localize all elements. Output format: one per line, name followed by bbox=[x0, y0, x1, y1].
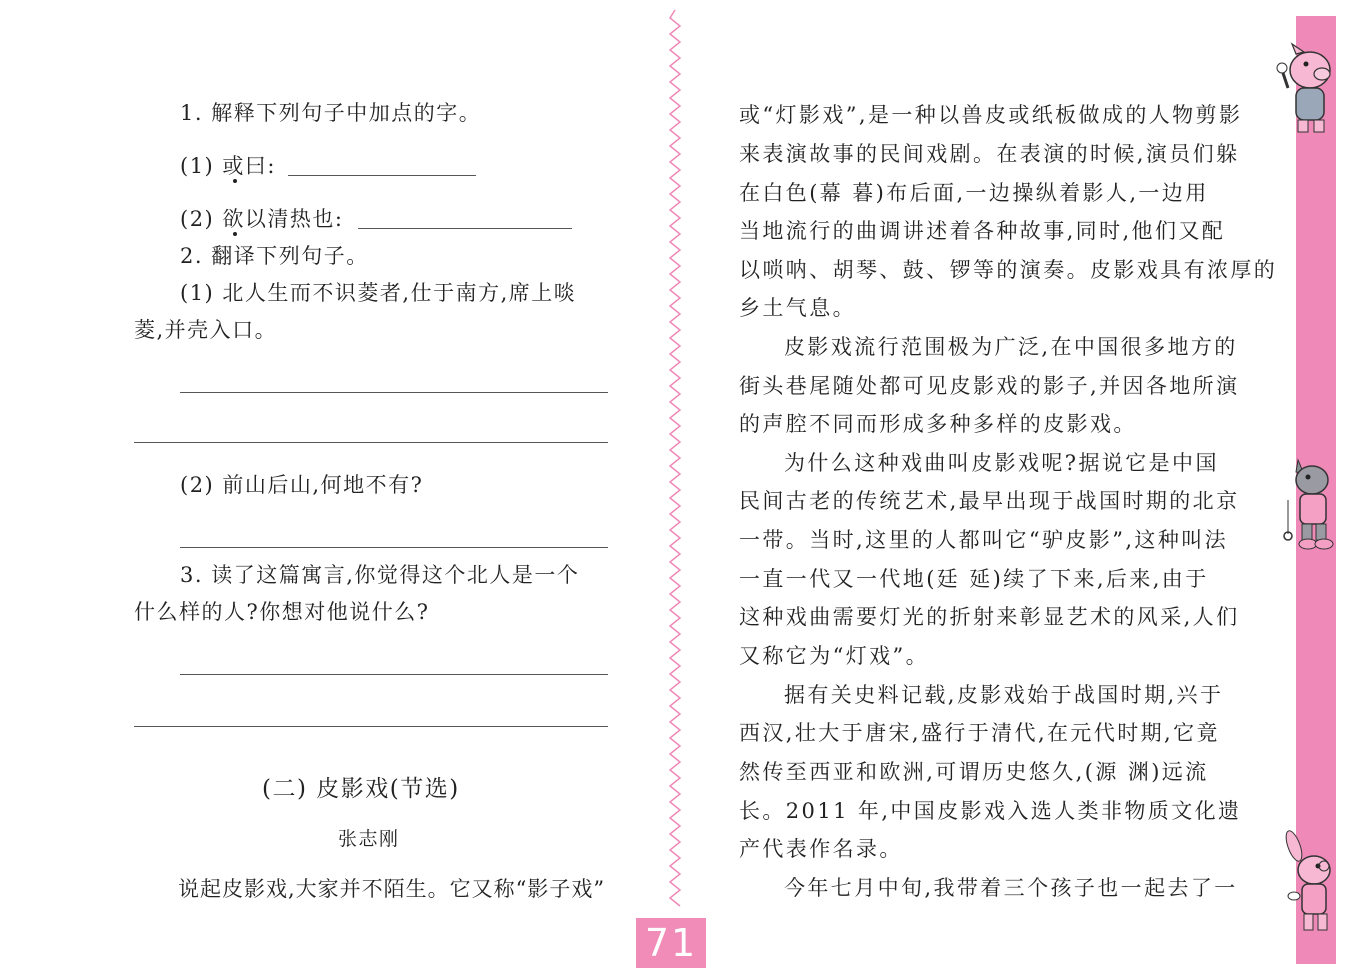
body-line: 当地流行的曲调讲述着各种故事,同时,他们又配 bbox=[739, 219, 1226, 243]
body-line: 长。2011 年,中国皮影戏入选人类非物质文化遗 bbox=[739, 799, 1242, 823]
answer-line[interactable] bbox=[288, 175, 476, 176]
body-line: 又称它为“灯戏”。 bbox=[739, 644, 930, 668]
body-line: 民间古老的传统艺术,最早出现于战国时期的北京 bbox=[739, 489, 1240, 513]
body-line: 在白色(幕 暮)布后面,一边操纵着影人,一边用 bbox=[739, 181, 1209, 205]
page-number: 71 bbox=[636, 918, 706, 968]
body-line: 产代表作名录。 bbox=[739, 837, 903, 861]
body-line: 乡土气息。 bbox=[739, 296, 856, 320]
emphasis-dot bbox=[233, 179, 237, 183]
body-line: 以唢呐、胡琴、鼓、锣等的演奏。皮影戏具有浓厚的 bbox=[739, 258, 1278, 282]
answer-line[interactable] bbox=[180, 674, 608, 675]
section-title: (二) 皮影戏(节选) bbox=[262, 776, 460, 802]
pig-mascot-icon bbox=[1276, 40, 1338, 136]
rabbit-mascot-icon bbox=[1280, 826, 1340, 936]
question-3-line-2: 什么样的人?你想对他说什么? bbox=[134, 600, 430, 624]
question-1: 1. 解释下列句子中加点的字。 bbox=[180, 101, 482, 125]
question-3-line-1: 3. 读了这篇寓言,你觉得这个北人是一个 bbox=[180, 563, 580, 587]
paragraph-first-line: 说起皮影戏,大家并不陌生。它又称“影子戏” bbox=[178, 877, 606, 901]
author-name: 张志刚 bbox=[338, 828, 400, 850]
body-line: 的声腔不同而形成多种多样的皮影戏。 bbox=[739, 412, 1137, 436]
emphasis-dot bbox=[233, 232, 237, 236]
wolf-mascot-icon bbox=[1278, 450, 1340, 554]
question-2-1-line-2: 菱,并壳入口。 bbox=[134, 318, 278, 342]
question-2-2: (2) 前山后山,何地不有? bbox=[180, 473, 424, 497]
book-spine-divider bbox=[664, 0, 686, 978]
body-line: 然传至西亚和欧洲,可谓历史悠久,(源 渊)远流 bbox=[739, 760, 1209, 784]
question-2: 2. 翻译下列句子。 bbox=[180, 244, 369, 268]
body-line: 这种戏曲需要灯光的折射来彰显艺术的风采,人们 bbox=[739, 605, 1240, 629]
body-line: 来表演故事的民间戏剧。在表演的时候,演员们躲 bbox=[739, 142, 1240, 166]
body-line: 一带。当时,这里的人都叫它“驴皮影”,这种叫法 bbox=[739, 528, 1229, 552]
answer-line[interactable] bbox=[180, 547, 608, 548]
answer-line[interactable] bbox=[134, 726, 608, 727]
body-line: 为什么这种戏曲叫皮影戏呢?据说它是中国 bbox=[784, 451, 1219, 475]
answer-line[interactable] bbox=[358, 228, 572, 229]
body-line: 据有关史料记载,皮影戏始于战国时期,兴于 bbox=[784, 683, 1224, 707]
question-2-1-line-1: (1) 北人生而不识菱者,仕于南方,席上啖 bbox=[180, 281, 577, 305]
body-line: 一直一代又一代地(廷 延)续了下来,后来,由于 bbox=[739, 567, 1209, 591]
question-1-1: (1) 或曰: bbox=[180, 154, 276, 178]
answer-line[interactable] bbox=[134, 442, 608, 443]
question-1-2: (2) 欲以清热也: bbox=[180, 207, 344, 231]
body-line: 或“灯影戏”,是一种以兽皮或纸板做成的人物剪影 bbox=[739, 103, 1243, 127]
body-line: 皮影戏流行范围极为广泛,在中国很多地方的 bbox=[784, 335, 1238, 359]
body-line: 今年七月中旬,我带着三个孩子也一起去了一 bbox=[784, 876, 1238, 900]
body-line: 街头巷尾随处都可见皮影戏的影子,并因各地所演 bbox=[739, 374, 1240, 398]
answer-line[interactable] bbox=[180, 392, 608, 393]
body-line: 西汉,壮大于唐宋,盛行于清代,在元代时期,它竟 bbox=[739, 721, 1220, 745]
